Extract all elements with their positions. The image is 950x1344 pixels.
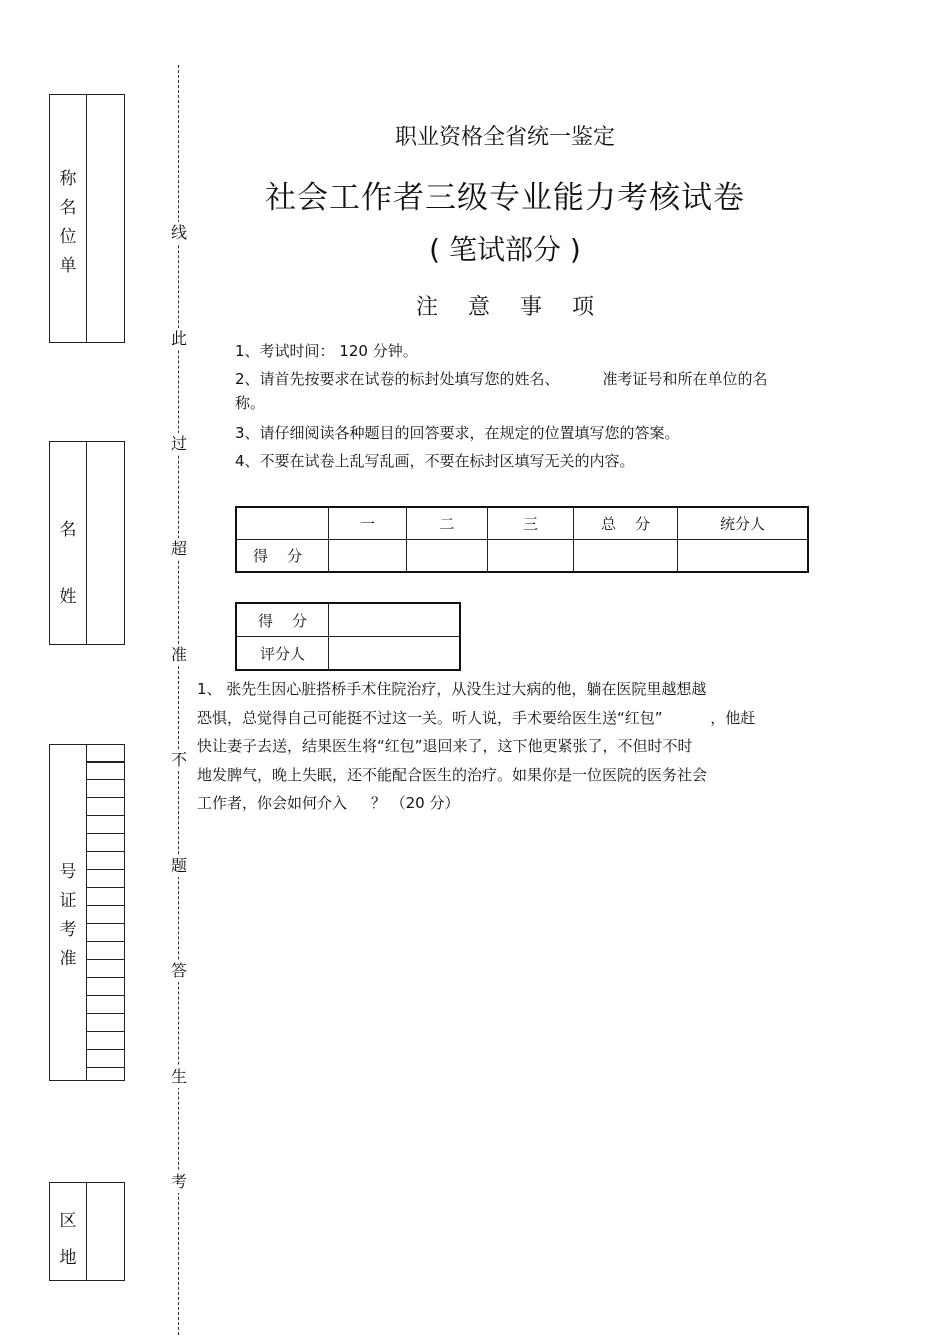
seal-dashed-line [178,65,179,1335]
notice-item: 2、请首先按要求在试卷的标封处填写您的姓名、 准考证号和所在单位的名 [235,370,768,388]
score-table-header: 统分人 [678,507,809,540]
notice-item: 称。 [235,394,266,412]
question-line: 恐惧，总觉得自己可能挺不过这一关。听人说，手术要给医生送“红包” ，他赶 [197,708,756,727]
score-cell[interactable] [574,540,678,573]
seal-line-char: 此 [168,328,190,350]
question-line: 1、 张先生因心脏搭桥手术住院治疗，从没生过大病的他，躺在医院里越想越 [197,680,707,698]
score-table-header-row [236,507,808,540]
question-1 [197,675,847,818]
notice-list [235,337,835,475]
grader-score-label: 得 分 [236,603,329,637]
score-table-header: 一 [329,507,407,540]
score-table-score-row [236,540,808,573]
seal-line-char: 考 [168,1171,190,1193]
score-cell[interactable] [488,540,574,573]
seal-line-char: 答 [168,960,190,982]
seal-line-char: 线 [168,222,190,244]
grader-name-label: 评分人 [236,637,329,671]
question-grader-table [235,602,461,671]
seal-line-char: 过 [168,433,190,455]
score-cell[interactable] [678,540,809,573]
seal-line-char: 生 [168,1066,190,1088]
notice-title: 注意事项 [415,295,624,320]
notice-item: 1、考试时间： 120 分钟。 [235,342,418,360]
region-box [49,1182,125,1281]
score-table-header: 三 [488,507,574,540]
notice-item: 4、不要在试卷上乱写乱画，不要在标封区填写无关的内容。 [235,452,635,470]
ticket-number-box [49,744,125,1081]
seal-line-char: 超 [168,538,190,560]
seal-line-char: 准 [168,644,190,666]
ticket-number-text: 号 证 考 准 [59,862,77,969]
unit-name-text: 称 名 位 单 [59,169,77,276]
score-table-corner [236,507,329,540]
name-text: 名 姓 [59,520,77,607]
question-line: 工作者，你会如何介入 ？ （20 分） [197,794,460,812]
score-table-header: 二 [407,507,488,540]
score-summary-table [235,506,809,573]
name-box [49,441,125,645]
grader-name-cell[interactable] [329,637,461,671]
score-row-label: 得 分 [236,540,329,573]
seal-line-char: 题 [168,855,190,877]
unit-name-label [50,165,86,281]
name-label [50,497,86,631]
ticket-number-grid [87,745,124,1080]
grader-score-cell[interactable] [329,603,461,637]
region-text: 区 地 [59,1211,77,1268]
exam-authority-title: 职业资格全省统一鉴定 [394,125,615,150]
exam-paper-title: 社会工作者三级专业能力考核试卷 [265,180,745,216]
notice-item: 3、请仔细阅读各种题目的回答要求，在规定的位置填写您的答案。 [235,424,680,442]
ticket-number-label [50,858,86,974]
region-label [50,1203,86,1277]
question-line: 快让妻子去送，结果医生将“红包”退回来了，这下他更紧张了，不但时不时 [197,737,693,755]
score-cell[interactable] [329,540,407,573]
score-cell[interactable] [407,540,488,573]
exam-part-title: ( 笔试部分 ) [429,233,581,266]
question-line: 地发脾气，晚上失眠，还不能配合医生的治疗。如果你是一位医院的医务社会 [197,765,708,784]
unit-name-box [49,94,125,343]
score-table-header: 总 分 [574,507,678,540]
seal-line-char: 不 [168,749,190,771]
